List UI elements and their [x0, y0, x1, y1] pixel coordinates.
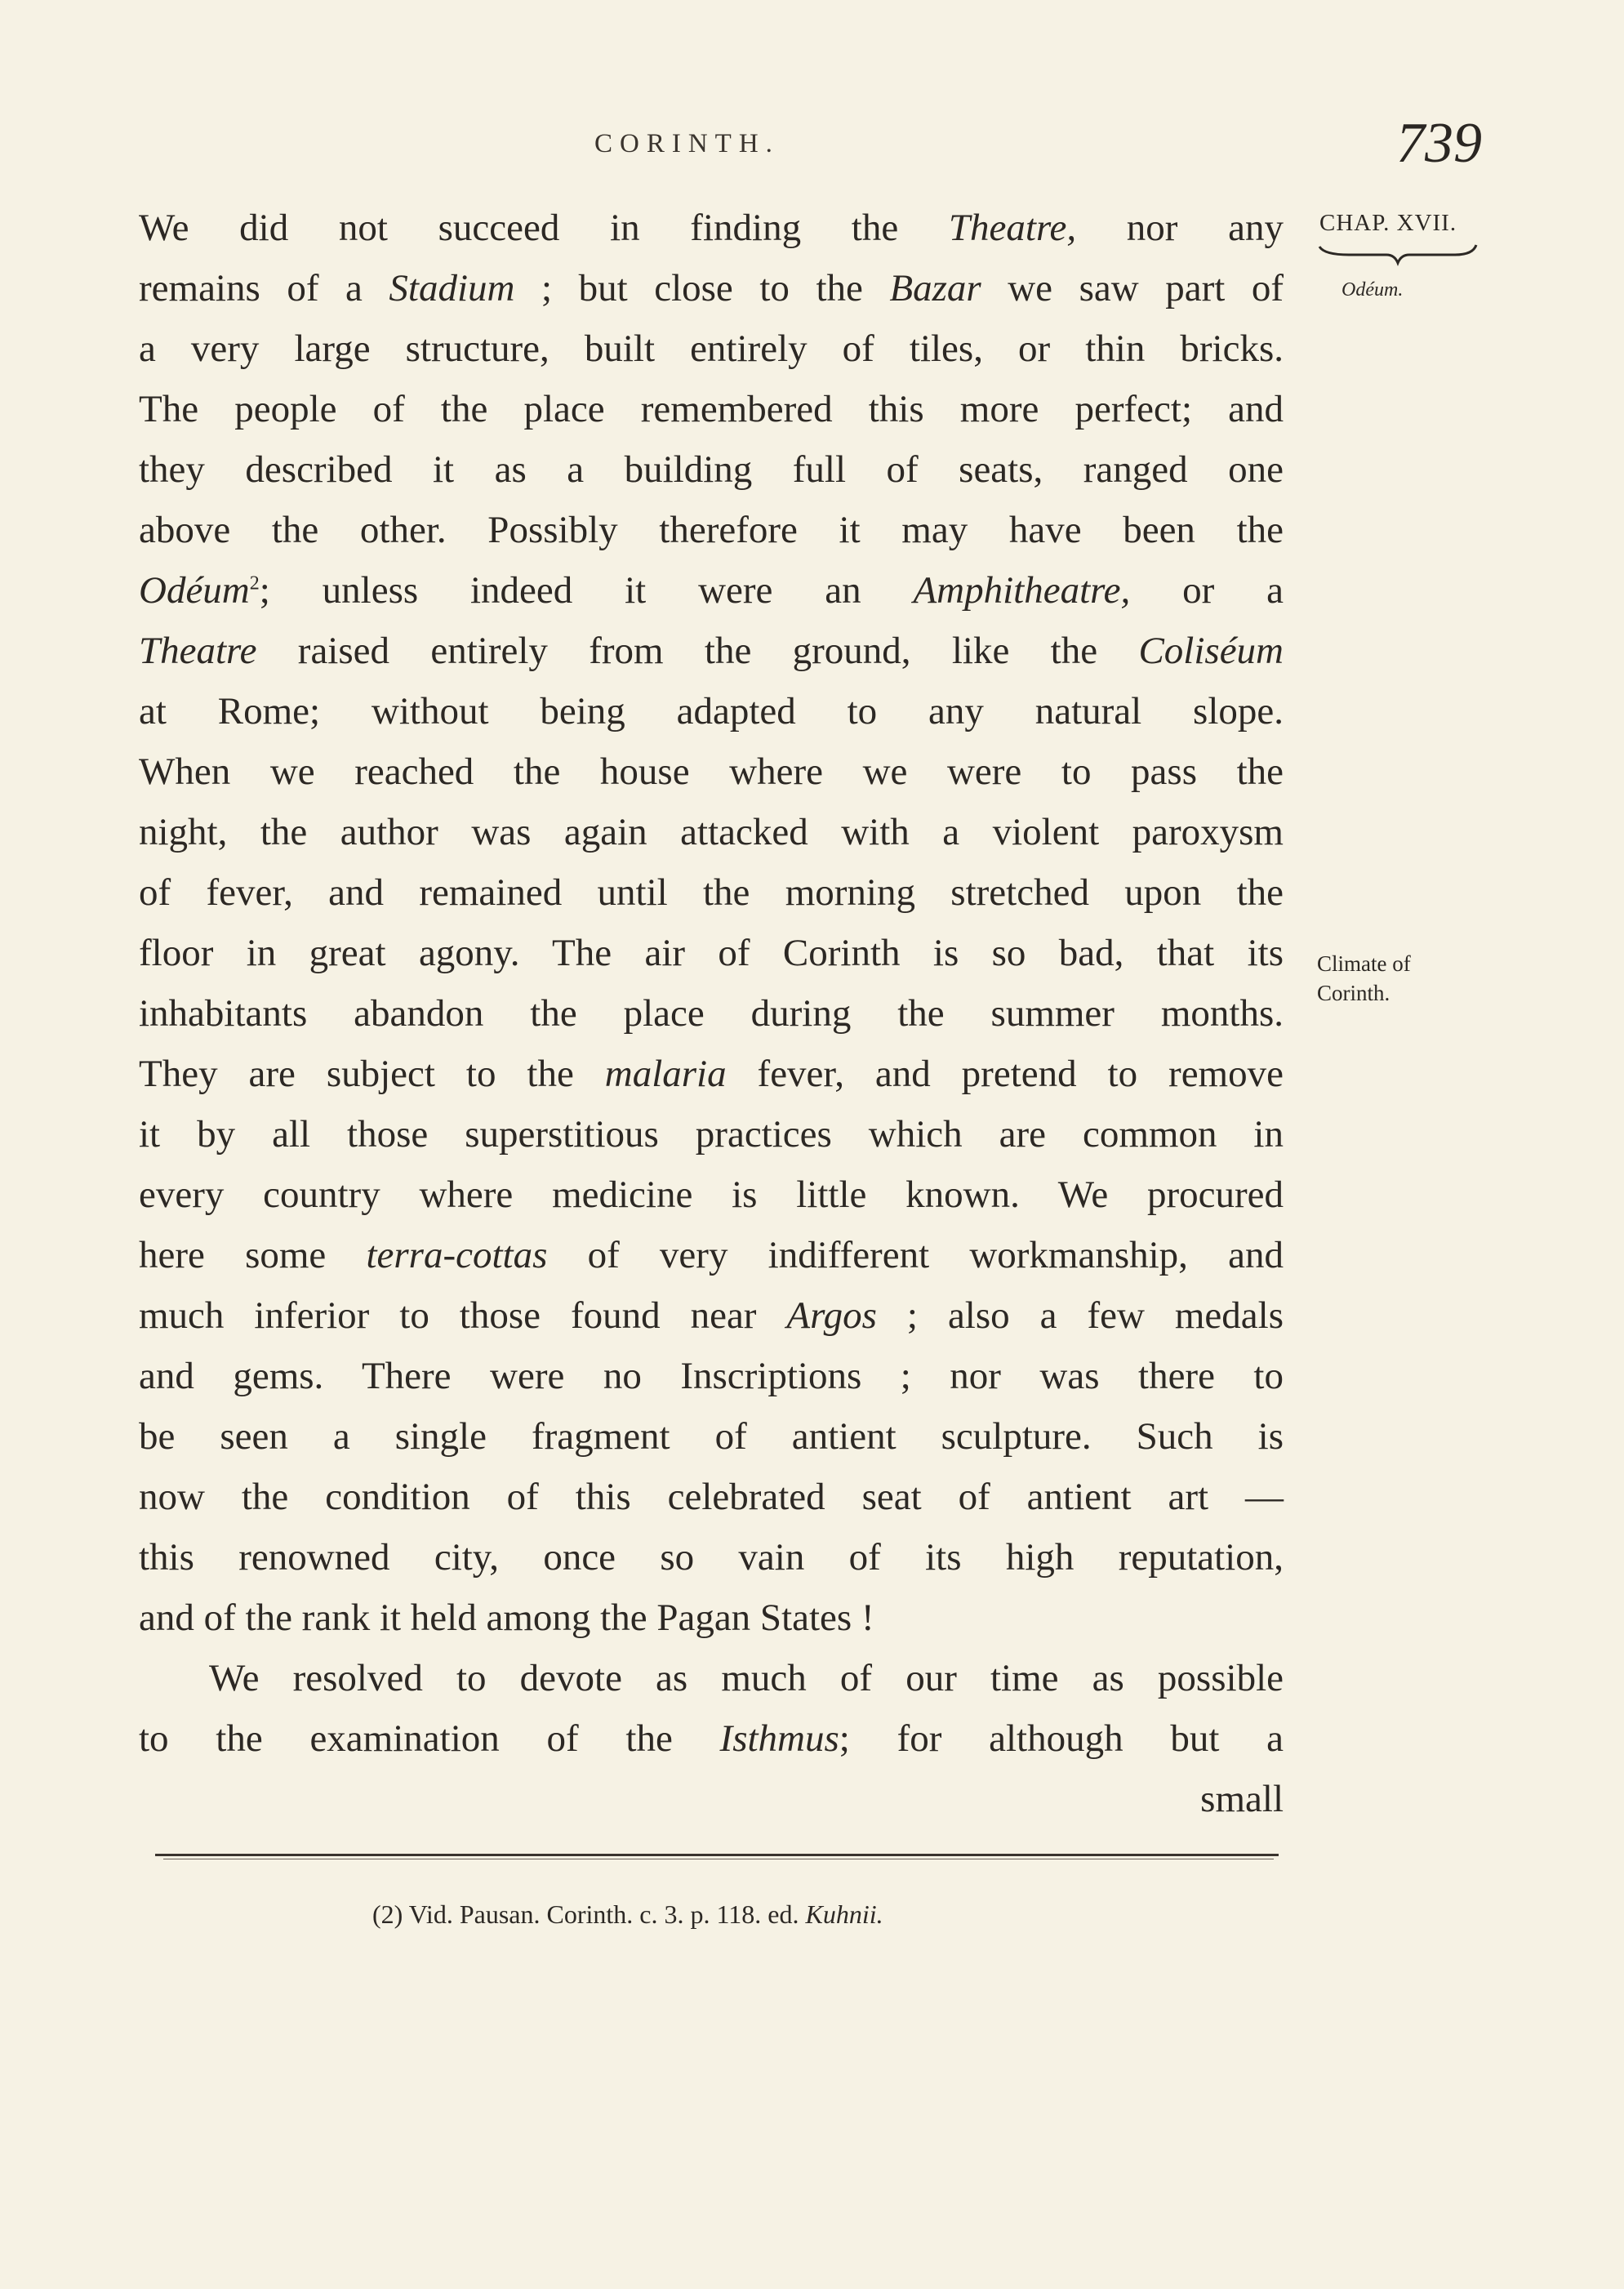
text-line: above the other. Possibly therefore it may have been the [139, 509, 1284, 551]
page-number: 739 [1396, 112, 1482, 175]
body-text [139, 198, 1284, 1829]
curly-brace-icon [1316, 243, 1479, 268]
climate-note-line-1: Climate of [1317, 951, 1411, 976]
odeum-marginal-note: Odéum. [1341, 279, 1404, 301]
text-line: a very large structure, built entirely of tiles, or thin bricks. [139, 327, 1284, 370]
chapter-marginal-note: CHAP. XVII. [1319, 210, 1457, 236]
footnote [372, 1899, 883, 1930]
text-line: now the condition of this celebrated seat of antient art — [139, 1476, 1284, 1518]
text-line: be seen a single fragment of antient sculpture. Such is [139, 1415, 1284, 1458]
footnote-editor: Kuhnii. [805, 1899, 883, 1929]
text-line: inhabitants abandon the place during the summer months. [139, 992, 1284, 1035]
text-line: floor in great agony. The air of Corinth is so bad, that its [139, 932, 1284, 974]
text-line: this renowned city, once so vain of its high reputation, [139, 1536, 1284, 1579]
text-line: The people of the place remembered this more perfect; and [139, 388, 1284, 430]
text-line: Theatre raised entirely from the ground, like the Coliséum [139, 630, 1284, 672]
text-line: night, the author was again attacked with a violent paroxysm [139, 811, 1284, 853]
climate-note-line-2: Corinth. [1317, 981, 1390, 1005]
text-line: They are subject to the malaria fever, and pretend to remove [139, 1053, 1284, 1095]
text-line: here some terra-cottas of very indifferent workmanship, and [139, 1234, 1284, 1276]
text-line: When we reached the house where we were to pass the [139, 750, 1284, 793]
text-line: it by all those superstitious practices which are common in [139, 1113, 1284, 1156]
climate-marginal-note [1317, 949, 1411, 1008]
text-line: every country where medicine is little known. We procured [139, 1173, 1284, 1216]
text-line: they described it as a building full of seats, ranged one [139, 448, 1284, 491]
footnote-marker: 2 [249, 572, 260, 595]
text-line: of fever, and remained until the morning stretched upon the [139, 871, 1284, 914]
text-line: We resolved to devote as much of our time as possible [209, 1657, 1284, 1699]
text-line: and gems. There were no Inscriptions ; nor was there to [139, 1355, 1284, 1397]
text-line: and of the rank it held among the Pagan States ! [139, 1597, 874, 1639]
running-title: CORINTH. [594, 129, 780, 158]
text-line: at Rome; without being adapted to any natural slope. [139, 690, 1284, 733]
text-line: remains of a Stadium ; but close to the Bazar we saw part of [139, 267, 1284, 310]
footnote-rule [155, 1854, 1279, 1856]
footnote-text: (2) Vid. Pausan. Corinth. c. 3. p. 118. ed. [372, 1899, 806, 1929]
text-line: to the examination of the Isthmus; for although but a [139, 1717, 1284, 1760]
text-line: much inferior to those found near Argos ; also a few medals [139, 1294, 1284, 1337]
text-line: Odéum$^2$; unless indeed it were an Amphitheatre, or a [139, 569, 1284, 612]
catchword: small [1200, 1778, 1284, 1820]
text-line: We did not succeed in finding the Theatre, nor any [139, 207, 1284, 249]
